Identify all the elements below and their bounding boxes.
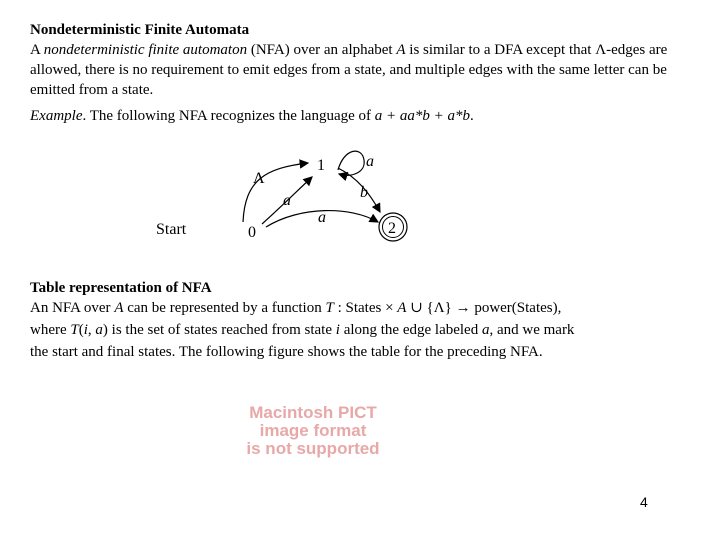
- intro-term: nondeterministic finite automaton: [43, 42, 248, 58]
- page-number: 4: [640, 494, 648, 510]
- intro-text-3: is similar to a DFA except that Λ-edges are allowed, there is no requirement to emit edges from a state, and multiple edges with the same letter can be emitted from a state.: [30, 42, 668, 98]
- example-text-2: .: [470, 108, 474, 124]
- table-line-2: where T(i, a) is the set of states reached from state i along the edge labeled a, and we mark: [30, 322, 575, 338]
- example-label: Example: [30, 108, 83, 124]
- pict-line-2: image format: [259, 421, 367, 440]
- table-section-paragraph: [30, 297, 690, 363]
- pict-placeholder: [208, 404, 418, 464]
- slide-title: Nondeterministic Finite Automata: [30, 22, 250, 38]
- intro-paragraph: [30, 40, 690, 100]
- example-paragraph: [30, 106, 690, 126]
- example-language: a + aa*b + a*b: [374, 108, 471, 124]
- intro-text-1: A: [30, 42, 44, 58]
- edge-label-a-0-2: a: [318, 209, 326, 226]
- nfa-diagram: [0, 140, 720, 270]
- intro-alphabet: A: [396, 42, 406, 58]
- table-section-title: Table representation of NFA: [30, 280, 212, 296]
- edge-1-1-a: [338, 151, 364, 175]
- state-0: 0: [248, 224, 256, 241]
- table-line-3: the start and final states. The following figure shows the table for the preceding NFA.: [30, 344, 543, 360]
- pict-line-1: Macintosh PICT: [249, 403, 377, 422]
- state-1: 1: [317, 157, 325, 174]
- state-2: 2: [388, 220, 396, 237]
- intro-text-2: (NFA) over an alphabet: [247, 42, 397, 58]
- pict-line-3: is not supported: [246, 439, 380, 458]
- edge-label-a-0-1: a: [283, 192, 291, 209]
- edge-label-lambda: Λ: [253, 170, 265, 187]
- edge-label-loop-a: a: [366, 153, 374, 170]
- example-text-1: . The following NFA recognizes the language of: [82, 108, 375, 124]
- edge-label-b: b: [360, 184, 368, 201]
- start-label: Start: [156, 221, 187, 238]
- table-line-1: An NFA over A can be represented by a function T : States × A ∪ {Λ} → power(States),: [30, 300, 562, 316]
